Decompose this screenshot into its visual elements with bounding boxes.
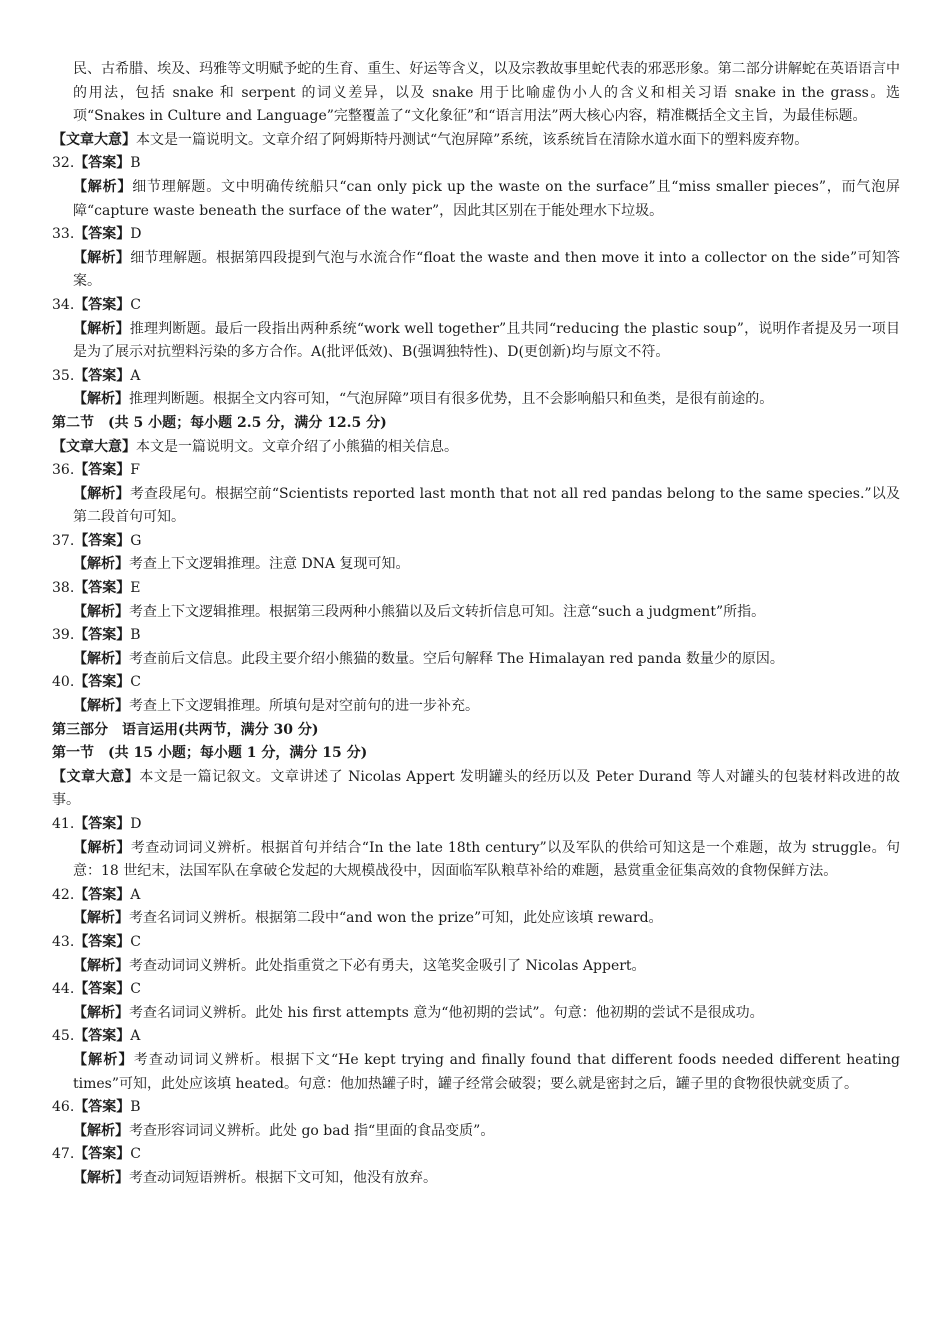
answer-value: C bbox=[130, 933, 141, 950]
answer-line bbox=[52, 813, 900, 837]
analysis-paragraph bbox=[52, 1049, 900, 1096]
answer-line bbox=[52, 294, 900, 318]
analysis-paragraph bbox=[52, 837, 900, 884]
summary-label: 【文章大意】 bbox=[52, 438, 136, 455]
section-heading-3-1: 第一节 (共 15 小题；每小题 1 分，满分 15 分) bbox=[52, 745, 368, 762]
answer-label: 【答案】 bbox=[74, 627, 131, 644]
analysis-paragraph bbox=[52, 1120, 900, 1144]
analysis-label: 【解析】 bbox=[73, 957, 129, 974]
answer-line bbox=[52, 530, 900, 554]
intro-continuation: 民、古希腊、埃及、玛雅等文明赋予蛇的生育、重生、好运等含义，以及宗教故事里蛇代表的邪恶形象。第二部分讲解蛇在英语语言中的用法，包括 snake 和 serpent 的词义差异，以及 snake 用于比喻虚伪小人的含义和相关习语 snake in the grass。选项“Snakes in Culture and Language”完整覆盖了“文化象征”和“语言用法”两大核心内容，精准概括全文主旨，为最佳标题。 bbox=[73, 61, 900, 125]
analysis-paragraph bbox=[52, 247, 900, 294]
question-number: 32. bbox=[52, 155, 75, 172]
question-number: 44. bbox=[52, 981, 75, 998]
analysis-text: 考查上下文逻辑推理。根据第三段两种小熊猫以及后文转折信息可知。注意“such a judgment”所指。 bbox=[129, 603, 766, 620]
analysis-paragraph bbox=[52, 388, 900, 412]
summary-paragraph-2 bbox=[52, 436, 900, 460]
answer-line bbox=[52, 152, 900, 176]
analysis-text: 考查上下文逻辑推理。所填句是对空前句的进一步补充。 bbox=[129, 698, 479, 715]
question-number: 43. bbox=[52, 933, 75, 950]
answer-line bbox=[52, 365, 900, 389]
answer-value: F bbox=[130, 462, 140, 479]
answer-label: 【答案】 bbox=[74, 981, 131, 998]
answer-label: 【答案】 bbox=[74, 886, 131, 903]
analysis-text: 考查形容词词义辨析。此处 go bad 指“里面的食品变质”。 bbox=[129, 1122, 495, 1139]
analysis-label: 【解析】 bbox=[73, 485, 130, 502]
answer-value: C bbox=[130, 674, 141, 691]
analysis-paragraph bbox=[52, 648, 900, 672]
analysis-label: 【解析】 bbox=[73, 1169, 129, 1186]
analysis-label: 【解析】 bbox=[73, 650, 129, 667]
summary-paragraph-1 bbox=[52, 129, 900, 153]
answer-value: A bbox=[130, 886, 141, 903]
answer-label: 【答案】 bbox=[74, 933, 131, 950]
answer-label: 【答案】 bbox=[74, 155, 131, 172]
question-number: 38. bbox=[52, 580, 75, 597]
analysis-paragraph bbox=[52, 955, 900, 979]
analysis-paragraph bbox=[52, 483, 900, 530]
document-page bbox=[52, 58, 900, 1191]
answer-value: B bbox=[130, 627, 141, 644]
analysis-text: 考查动词词义辨析。根据首句并结合“In the late 18th century”以及军队的供给可知这是一个难题，故为 struggle。句意：18 世纪末，法国军队在拿破仑发起的大规模战役中，因面临军队粮草补给的难题，悬赏重金征集高效的食物保鲜方法。 bbox=[73, 839, 901, 880]
analysis-paragraph bbox=[52, 695, 900, 719]
answer-list-c bbox=[52, 813, 900, 1191]
analysis-paragraph bbox=[52, 601, 900, 625]
answer-label: 【答案】 bbox=[74, 367, 131, 384]
analysis-text: 推理判断题。最后一段指出两种系统“work well together”且共同“reducing the plastic soup”，说明作者提及另一项目是为了展示对抗塑料污染的多方合作。A(批评低效)、B(强调独特性)、D(更创新)均与原文不符。 bbox=[73, 320, 900, 361]
analysis-text: 考查上下文逻辑推理。注意 DNA 复现可知。 bbox=[129, 556, 410, 573]
answer-list-a bbox=[52, 152, 900, 412]
question-number: 36. bbox=[52, 462, 75, 479]
answer-value: C bbox=[130, 981, 141, 998]
analysis-label: 【解析】 bbox=[73, 178, 133, 195]
answer-line bbox=[52, 459, 900, 483]
answer-value: A bbox=[130, 1028, 141, 1045]
question-number: 34. bbox=[52, 296, 75, 313]
question-number: 33. bbox=[52, 226, 75, 243]
analysis-label: 【解析】 bbox=[73, 698, 129, 715]
answer-label: 【答案】 bbox=[74, 1028, 131, 1045]
analysis-label: 【解析】 bbox=[73, 839, 131, 856]
answer-line bbox=[52, 884, 900, 908]
answer-value: C bbox=[130, 1146, 141, 1163]
answer-value: C bbox=[130, 296, 141, 313]
answer-label: 【答案】 bbox=[74, 296, 131, 313]
analysis-paragraph bbox=[52, 1167, 900, 1191]
question-number: 42. bbox=[52, 886, 75, 903]
analysis-paragraph bbox=[52, 553, 900, 577]
question-number: 41. bbox=[52, 816, 75, 832]
analysis-paragraph bbox=[52, 1002, 900, 1026]
answer-value: B bbox=[130, 1099, 141, 1116]
answer-line bbox=[52, 577, 900, 601]
answer-line bbox=[52, 978, 900, 1002]
analysis-label: 【解析】 bbox=[73, 320, 130, 337]
answer-label: 【答案】 bbox=[74, 816, 131, 832]
question-number: 46. bbox=[52, 1099, 75, 1116]
summary-paragraph-3 bbox=[52, 766, 900, 813]
answer-label: 【答案】 bbox=[74, 1146, 131, 1163]
analysis-text: 考查动词词义辨析。根据下文“He kept trying and finally found that different foods needed different heating times”可知，此处应该填 heated。句意：他加热罐子时，罐子经常会破裂；要么就是密封之后，罐子里的食物很快就变质了。 bbox=[73, 1051, 900, 1092]
analysis-text: 推理判断题。根据全文内容可知，“气泡屏障”项目有很多优势，且不会影响船只和鱼类，是很有前途的。 bbox=[129, 391, 774, 408]
answer-label: 【答案】 bbox=[74, 226, 131, 243]
answer-label: 【答案】 bbox=[74, 532, 131, 549]
answer-value: A bbox=[130, 367, 141, 384]
section-heading-2: 第二节 (共 5 小题；每小题 2.5 分，满分 12.5 分) bbox=[52, 414, 387, 431]
analysis-text: 考查名词词义辨析。此处 his first attempts 意为“他初期的尝试”。句意：他初期的尝试不是很成功。 bbox=[129, 1004, 764, 1021]
summary-text: 本文是一篇说明文。文章介绍了阿姆斯特丹测试“气泡屏障”系统，该系统旨在清除水道水面下的塑料废弃物。 bbox=[136, 131, 809, 148]
analysis-text: 考查动词短语辨析。根据下文可知，他没有放弃。 bbox=[129, 1169, 437, 1186]
question-number: 37. bbox=[52, 532, 75, 549]
analysis-label: 【解析】 bbox=[73, 1122, 129, 1139]
analysis-label: 【解析】 bbox=[73, 556, 129, 573]
answer-line bbox=[52, 671, 900, 695]
question-number: 45. bbox=[52, 1028, 75, 1045]
answer-value: G bbox=[130, 532, 142, 549]
question-number: 47. bbox=[52, 1146, 75, 1163]
answer-line bbox=[52, 1096, 900, 1120]
answer-value: E bbox=[130, 580, 141, 597]
question-number: 35. bbox=[52, 367, 75, 384]
analysis-label: 【解析】 bbox=[73, 1004, 129, 1021]
summary-text: 本文是一篇记叙文。文章讲述了 Nicolas Appert 发明罐头的经历以及 Peter Durand 等人对罐头的包装材料改进的故事。 bbox=[52, 768, 901, 809]
answer-label: 【答案】 bbox=[74, 1099, 131, 1116]
answer-label: 【答案】 bbox=[74, 674, 131, 691]
analysis-label: 【解析】 bbox=[73, 910, 129, 927]
summary-text: 本文是一篇说明文。文章介绍了小熊猫的相关信息。 bbox=[136, 438, 458, 455]
answer-label: 【答案】 bbox=[74, 580, 131, 597]
analysis-text: 考查名词词义辨析。根据第二段中“and won the prize”可知，此处应该填 reward。 bbox=[129, 910, 663, 927]
part-heading-3: 第三部分 语言运用(共两节，满分 30 分) bbox=[52, 721, 319, 738]
answer-list-b bbox=[52, 459, 900, 719]
analysis-label: 【解析】 bbox=[73, 1051, 134, 1068]
answer-line bbox=[52, 1143, 900, 1167]
answer-value: B bbox=[130, 155, 141, 172]
analysis-label: 【解析】 bbox=[73, 391, 129, 408]
answer-line bbox=[52, 931, 900, 955]
analysis-paragraph bbox=[52, 318, 900, 365]
analysis-paragraph bbox=[52, 907, 900, 931]
answer-value: D bbox=[130, 226, 142, 243]
answer-line bbox=[52, 1025, 900, 1049]
analysis-text: 考查动词词义辨析。此处指重赏之下必有勇夫，这笔奖金吸引了 Nicolas Appert。 bbox=[129, 957, 646, 974]
answer-line bbox=[52, 223, 900, 247]
answer-value: D bbox=[130, 816, 142, 832]
analysis-text: 考查段尾句。根据空前“Scientists reported last month that not all red pandas belong to the same species.”以及第二段首句可知。 bbox=[73, 485, 901, 526]
answer-label: 【答案】 bbox=[74, 462, 131, 479]
answer-line bbox=[52, 624, 900, 648]
question-number: 40. bbox=[52, 674, 75, 691]
analysis-paragraph bbox=[52, 176, 900, 223]
analysis-text: 细节理解题。文中明确传统船只“can only pick up the waste on the surface”且“miss smaller pieces”，而气泡屏障“capture waste beneath the surface of the water”，因此其区别在于能处理水下垃圾。 bbox=[73, 178, 900, 219]
question-number: 39. bbox=[52, 627, 75, 644]
analysis-text: 细节理解题。根据第四段提到气泡与水流合作“float the waste and then move it into a collector on the side”可知答案。 bbox=[73, 249, 901, 290]
analysis-text: 考查前后文信息。此段主要介绍小熊猫的数量。空后句解释 The Himalayan red panda 数量少的原因。 bbox=[129, 650, 784, 667]
summary-label: 【文章大意】 bbox=[52, 131, 136, 148]
analysis-label: 【解析】 bbox=[73, 603, 129, 620]
analysis-label: 【解析】 bbox=[73, 249, 131, 266]
summary-label: 【文章大意】 bbox=[52, 768, 140, 785]
